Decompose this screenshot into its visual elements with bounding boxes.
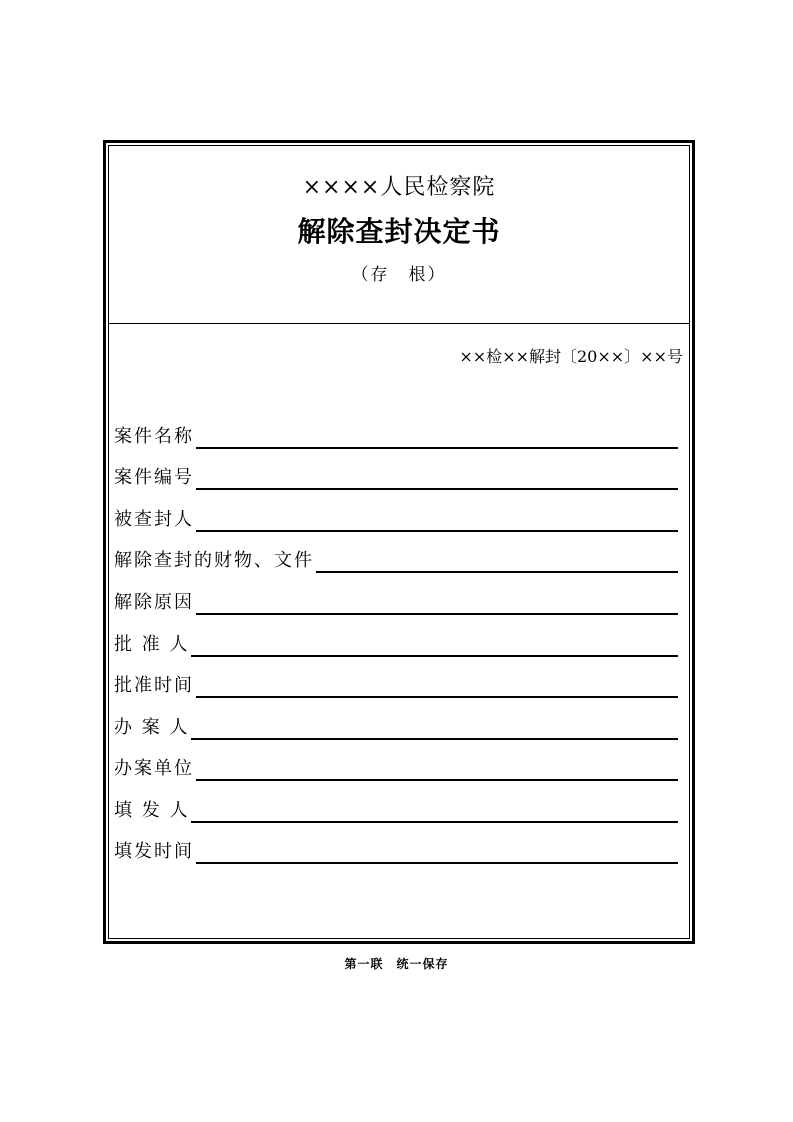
- document-subtitle: （存 根）: [351, 265, 447, 285]
- footer-copy-note: 第一联 统一保存: [344, 957, 449, 971]
- field-issue-time: [114, 835, 678, 865]
- field-label: 案件编号: [114, 467, 194, 488]
- field-blank-line[interactable]: [196, 862, 678, 864]
- field-blank-line[interactable]: [196, 613, 678, 615]
- field-label: 案件名称: [114, 426, 194, 447]
- field-approval-time: [114, 669, 678, 699]
- field-released-items: [114, 544, 678, 574]
- field-label: 解除查封的财物、文件: [114, 550, 314, 571]
- field-handling-unit: [114, 752, 678, 782]
- field-case-name: [114, 420, 678, 450]
- document-title: 解除查封决定书: [297, 215, 501, 248]
- field-blank-line[interactable]: [196, 779, 678, 781]
- field-label: 填发时间: [114, 841, 194, 862]
- field-release-reason: [114, 586, 678, 616]
- field-label: 解除原因: [114, 592, 194, 613]
- field-blank-line[interactable]: [191, 738, 678, 740]
- field-blank-line[interactable]: [191, 821, 678, 823]
- field-label: 填 发 人: [114, 800, 190, 821]
- field-blank-line[interactable]: [316, 571, 678, 573]
- court-name: ××××人民检察院: [302, 175, 496, 200]
- field-label: 被查封人: [114, 509, 194, 530]
- field-case-number: [114, 461, 678, 491]
- field-approver: [114, 628, 678, 658]
- field-blank-line[interactable]: [196, 447, 678, 449]
- field-blank-line[interactable]: [191, 655, 678, 657]
- field-blank-line[interactable]: [196, 530, 678, 532]
- field-sealed-party: [114, 503, 678, 533]
- field-blank-line[interactable]: [196, 488, 678, 490]
- field-blank-line[interactable]: [196, 696, 678, 698]
- field-label: 批准时间: [114, 675, 194, 696]
- field-case-handler: [114, 711, 678, 741]
- field-label: 批 准 人: [114, 634, 190, 655]
- field-label: 办案单位: [114, 758, 194, 779]
- header-divider: [108, 323, 690, 324]
- document-number: ××检××解封〔20××〕××号: [459, 347, 683, 366]
- field-issuer: [114, 794, 678, 824]
- field-label: 办 案 人: [114, 717, 190, 738]
